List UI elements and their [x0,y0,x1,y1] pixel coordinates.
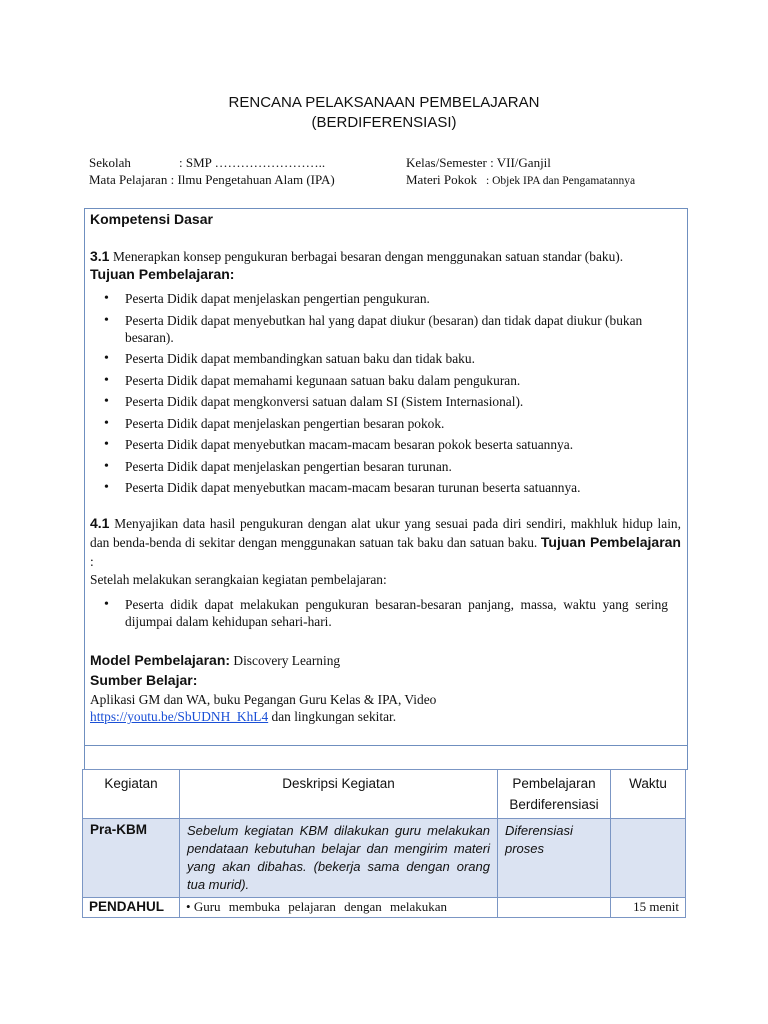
kd-4-1-number: 4.1 [90,515,110,531]
sekolah-label: Sekolah [89,155,131,170]
tujuan-item: • Peserta Didik dapat menyebutkan macam-macam besaran pokok beserta satuannya. [100,436,668,453]
tujuan-item: • Peserta Didik dapat menjelaskan pengertian besaran pokok. [100,415,668,432]
meta-sekolah [89,155,325,171]
doc-title-line2: (BERDIFERENSIASI) [311,114,457,131]
header-kegiatan: Kegiatan [83,770,180,819]
cell-diferensiasi [498,898,611,918]
sumber-text: Aplikasi GM dan WA, buku Pegangan Guru Kelas & IPA, Video [90,692,437,707]
youtube-link[interactable]: https://youtu.be/SbUDNH_KhL4 [90,709,269,724]
materi-label: Materi Pokok [406,172,478,187]
meta-materi [406,172,635,188]
kd-box-divider [84,745,688,746]
model-label: Model Pembelajaran: [90,652,231,668]
tujuan-item: • Peserta Didik dapat mengkonversi satuan dalam SI (Sistem Internasional). [100,393,668,410]
cell-kegiatan: PENDAHUL [83,898,180,918]
sumber-heading: Sumber Belajar: [90,672,198,688]
mapel-label: Mata Pelajaran [89,172,168,187]
model-pembelajaran [90,652,340,670]
bullet-icon: • [186,899,191,914]
tujuan-item: • Peserta Didik dapat menyebutkan hal yang dapat diukur (besaran) dan tidak dapat diukur (bukan besaran). [100,312,668,346]
header-deskripsi: Deskripsi Kegiatan [180,770,498,819]
sekolah-value: : SMP …………………….. [179,155,326,170]
table-row [83,819,686,898]
kd-3-1 [90,248,680,266]
kd-4-1-tujuan-colon: : [90,554,94,569]
materi-value: : Objek IPA dan Pengamatannya [486,175,636,187]
kd-3-1-number: 3.1 [90,248,110,264]
doc-title-line1: RENCANA PELAKSANAAN PEMBELAJARAN [228,94,540,111]
tujuan-item: • Peserta Didik dapat menyebutkan macam-macam besaran turunan beserta satuannya. [100,479,668,496]
kd-4-1-item: • Peserta didik dapat melakukan pengukuran besaran-besaran panjang, massa, waktu yang sering dijumpai dalam kehidupan sehari-hari. [100,596,668,630]
header-diferensiasi: Pembelajaran Berdiferensiasi [498,770,611,819]
meta-kelas [406,155,551,171]
header-waktu: Waktu [611,770,686,819]
sumber-link-line [90,709,396,725]
tujuan-item: • Peserta Didik dapat memahami kegunaan satuan baku dalam pengukuran. [100,372,668,389]
meta-mapel [89,172,335,188]
kelas-value: VII/Ganjil [496,155,551,170]
tujuan-list [100,290,668,501]
tujuan-heading: Tujuan Pembelajaran: [90,266,235,282]
cell-waktu: 15 menit [611,898,686,918]
cell-deskripsi-text: Guru membuka pelajaran dengan melakukan [193,899,447,914]
cell-waktu [611,819,686,898]
kd-4-1 [90,514,681,571]
tujuan-item: • Peserta Didik dapat menjelaskan pengertian pengukuran. [100,290,668,307]
cell-deskripsi: Sebelum kegiatan KBM dilakukan guru melakukan pendataan kebutuhan belajar dan mengirim materi yang akan dibahas. (bekerja sama dengan orang tua murid). [180,819,498,898]
kd-4-1-intro: Setelah melakukan serangkaian kegiatan pembelajaran: [90,572,387,587]
kegiatan-table [82,769,686,918]
kd-heading: Kompetensi Dasar [90,211,213,227]
kd-4-1-tujuan-label: Tujuan Pembelajaran [540,534,681,550]
tujuan-item: • Peserta Didik dapat membandingkan satuan baku dan tidak baku. [100,350,668,367]
mapel-value: : Ilmu Pengetahuan Alam (IPA) [170,172,335,187]
sumber-after: dan lingkungan sekitar. [268,709,397,724]
kd-4-1-text: Menyajikan data hasil pengukuran dengan alat ukur yang sesuai pada diri sendiri, makhluk hidup lain, dan benda-benda di sekitar dengan menggunakan satuan tak baku dan satuan baku. [90,516,681,550]
kelas-label: Kelas/Semester : [406,155,494,170]
cell-deskripsi [180,898,498,918]
tujuan-item: • Peserta Didik dapat menjelaskan pengertian besaran turunan. [100,458,668,475]
kd-4-1-list [100,596,668,635]
kd-3-1-text: Menerapkan konsep pengukuran berbagai besaran dengan menggunakan satuan standar (baku). [112,249,624,264]
cell-kegiatan: Pra-KBM [83,819,180,898]
model-value: Discovery Learning [230,653,341,668]
table-row [83,898,686,918]
table-header-row [83,770,686,819]
cell-diferensiasi: Diferensiasi proses [498,819,611,898]
